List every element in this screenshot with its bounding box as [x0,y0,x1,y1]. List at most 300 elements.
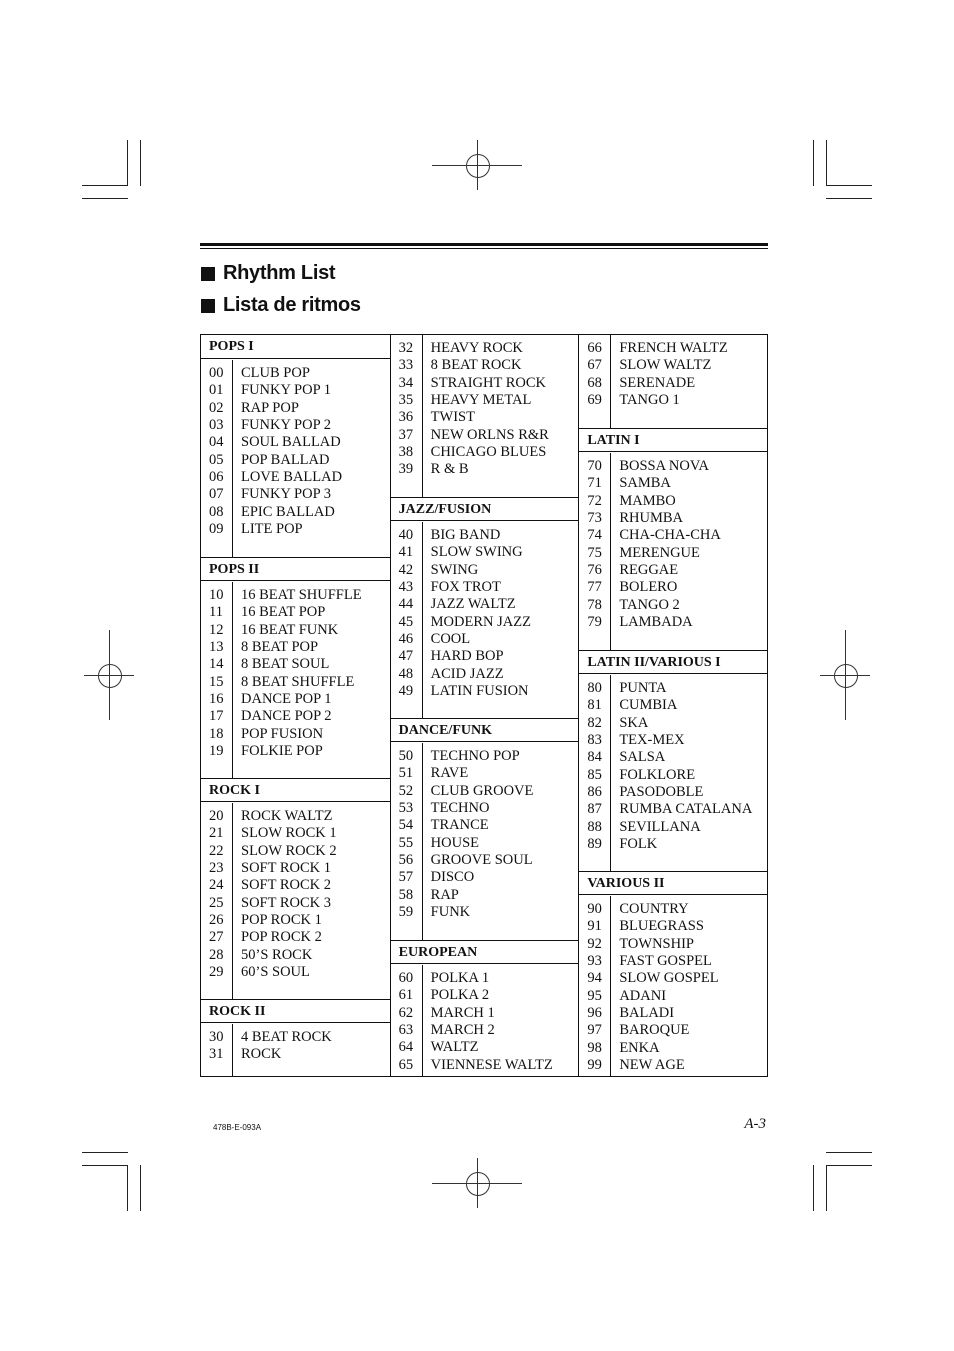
rhythm-name: POLKA 2 [430,987,490,1004]
rhythm-name: MERENGUE [619,544,700,561]
rhythm-number: 81 [587,697,602,714]
rhythm-name: POP ROCK 1 [241,912,322,929]
rhythm-name: ACID JAZZ [430,665,504,682]
list-item [201,521,390,538]
rhythm-name: MODERN JAZZ [430,613,531,630]
list-item [391,375,579,392]
list-item [579,375,767,392]
rhythm-block [579,335,767,428]
rhythm-name: PASODOBLE [619,784,704,801]
rhythm-name: SEVILLANA [619,818,701,835]
rhythm-name: 8 BEAT ROCK [430,357,522,374]
list-item [201,382,390,399]
section-header: EUROPEAN [391,940,579,964]
list-item [579,357,767,374]
section-header: VARIOUS II [579,871,767,895]
heading-es-text: Lista de ritmos [223,294,361,316]
section-header: LATIN II/VARIOUS I [579,650,767,674]
rhythm-name: BALADI [619,1005,675,1022]
rhythm-number: 58 [398,886,414,903]
list-item [391,648,579,665]
rhythm-number: 20 [209,808,224,824]
rhythm-number: 73 [587,510,602,527]
rhythm-number: 15 [209,673,224,690]
rhythm-name: 60’S SOUL [241,964,310,981]
list-item [579,988,767,1005]
rhythm-name: RAP [430,886,459,903]
rhythm-name: FUNK [430,904,471,921]
rhythm-number: 41 [398,544,414,561]
rhythm-name: MARCH 2 [430,1022,495,1039]
rhythm-number: 90 [587,901,602,917]
list-item [391,904,579,921]
rhythm-name: FRENCH WALTZ [619,340,728,356]
list-item [579,918,767,935]
rhythm-number: 39 [398,461,414,478]
rhythm-number: 83 [587,732,602,749]
rhythm-number: 96 [587,1005,602,1022]
rhythm-number: 08 [209,503,224,520]
rhythm-name: FUNKY POP 1 [241,382,331,399]
list-item [391,852,579,869]
rhythm-number: 28 [209,946,224,963]
document-code: 478B-E-093A [213,1123,262,1132]
list-item [579,1040,767,1057]
section-header: POPS II [201,557,390,581]
list-item [579,579,767,596]
section-header: JAZZ/FUSION [391,497,579,521]
list-item [201,1046,390,1063]
rhythm-name: BOSSA NOVA [619,458,709,474]
rhythm-number: 80 [587,680,602,696]
rhythm-name: TANGO 1 [619,392,680,409]
list-item [391,631,579,648]
rhythm-name: JAZZ WALTZ [430,596,516,613]
rhythm-number: 10 [209,587,224,603]
list-item [391,392,579,409]
rhythm-name: 8 BEAT SHUFFLE [241,673,355,690]
rhythm-block [391,965,579,1077]
rhythm-number: 26 [209,912,224,929]
rhythm-block [201,803,390,999]
rhythm-name: LITE POP [241,521,303,538]
rhythm-name: TWIST [430,409,475,426]
rhythm-number: 92 [587,935,602,952]
rhythm-name: TOWNSHIP [619,935,694,952]
rhythm-number: 61 [398,987,414,1004]
rhythm-name: COOL [430,631,471,648]
rhythm-number: 66 [587,340,602,356]
rhythm-name: LOVE BALLAD [241,469,343,486]
rhythm-name: HARD BOP [430,648,504,665]
rhythm-number: 93 [587,953,602,970]
list-item [201,604,390,621]
list-item [201,825,390,842]
rhythm-number: 05 [209,451,224,468]
rhythm-number: 53 [398,800,414,817]
rhythm-name: BOLERO [619,579,678,596]
rhythm-name: LAMBADA [619,614,693,631]
rhythm-name: ADANI [619,987,667,1004]
rhythm-number: 85 [587,766,602,783]
rhythm-block [201,1024,390,1077]
list-item [579,697,767,714]
list-item [391,765,579,782]
rhythm-name: FAST GOSPEL [619,953,712,970]
rhythm-number: 79 [587,614,602,631]
rhythm-number: 82 [587,714,602,731]
list-item [391,683,579,700]
rhythm-name: 16 BEAT POP [241,604,326,621]
list-item [201,843,390,860]
rhythm-number: 40 [398,527,414,543]
list-item [201,400,390,417]
rhythm-number: 03 [209,417,224,434]
rhythm-name: VIENNESE WALTZ [430,1056,553,1073]
rhythm-number: 04 [209,434,224,451]
rhythm-number: 11 [209,604,223,621]
rhythm-number: 22 [209,842,224,859]
section-header: DANCE/FUNK [391,718,579,742]
list-item [201,743,390,760]
rhythm-number: 36 [398,409,414,426]
heading-en-text: Rhythm List [223,262,336,284]
rhythm-number: 86 [587,784,602,801]
list-item [579,614,767,631]
rhythm-number: 63 [398,1022,414,1039]
rhythm-name: TRANCE [430,817,489,834]
list-item [201,964,390,981]
rhythm-number: 87 [587,801,602,818]
rhythm-number: 45 [398,613,414,630]
list-item [579,527,767,544]
list-item [579,953,767,970]
rhythm-number: 72 [587,492,602,509]
list-item [201,469,390,486]
list-item [391,783,579,800]
rhythm-number: 99 [587,1057,602,1074]
rhythm-number: 57 [398,869,414,886]
list-item [579,836,767,853]
rhythm-name: 4 BEAT ROCK [241,1029,332,1045]
rhythm-block [391,743,579,940]
rhythm-number: 51 [398,765,414,782]
rhythm-number: 59 [398,904,414,921]
rhythm-name: SOFT ROCK 3 [241,894,331,911]
rhythm-name: 8 BEAT SOUL [241,656,330,673]
rhythm-number: 97 [587,1022,602,1039]
rhythm-name: MARCH 1 [430,1004,495,1021]
list-item [579,784,767,801]
table-column [578,335,767,1076]
rhythm-number: 76 [587,562,602,579]
rhythm-name: FUNKY POP 2 [241,417,331,434]
rhythm-number: 25 [209,894,224,911]
rhythm-number: 71 [587,475,602,492]
list-item [391,444,579,461]
list-item [201,929,390,946]
rhythm-number: 30 [209,1029,224,1045]
rhythm-name: HOUSE [430,834,479,851]
rhythm-name: SALSA [619,749,666,766]
list-item [201,1029,390,1046]
rhythm-number: 12 [209,621,224,638]
section-header: LATIN I [579,428,767,452]
rhythm-number: 75 [587,544,602,561]
rhythm-number: 64 [398,1039,414,1056]
rhythm-number: 46 [398,631,414,648]
list-item [391,427,579,444]
rhythm-name: SLOW ROCK 1 [241,825,337,842]
section-header: ROCK II [201,999,390,1023]
rhythm-name: ROCK [241,1046,282,1063]
rhythm-number: 56 [398,852,414,869]
list-item [579,715,767,732]
rhythm-number: 65 [398,1056,414,1073]
list-item [391,562,579,579]
rhythm-number: 13 [209,639,224,656]
rhythm-number: 98 [587,1039,602,1056]
rhythm-name: LATIN FUSION [430,683,529,700]
heading-lista-de-ritmos [201,294,361,317]
rhythm-name: FOLKLORE [619,766,696,783]
list-item [579,970,767,987]
rhythm-block [391,335,579,497]
rhythm-name: STRAIGHT ROCK [430,374,546,391]
list-item [391,1039,579,1056]
rhythm-number: 06 [209,469,224,486]
rhythm-number: 23 [209,860,224,877]
rhythm-name: R & B [430,461,469,478]
rhythm-name: SOUL BALLAD [241,434,341,451]
rhythm-number: 37 [398,426,414,443]
list-item [579,545,767,562]
rhythm-name: COUNTRY [619,901,689,917]
rhythm-number: 02 [209,399,224,416]
rhythm-name: ENKA [619,1039,660,1056]
list-item [201,877,390,894]
rhythm-number: 27 [209,929,224,946]
list-item [579,767,767,784]
list-item [391,817,579,834]
list-item [579,680,767,697]
list-item [201,365,390,382]
rhythm-name: 16 BEAT FUNK [241,621,339,638]
rhythm-number: 17 [209,708,224,725]
rhythm-name: SLOW GOSPEL [619,970,719,987]
rhythm-name: MAMBO [619,492,676,509]
rhythm-name: HEAVY ROCK [430,340,523,356]
list-item [201,486,390,503]
rhythm-block [201,360,390,557]
rhythm-name: CLUB GROOVE [430,782,534,799]
list-item [201,895,390,912]
list-item [391,748,579,765]
table-column [201,335,390,1076]
list-item [391,987,579,1004]
list-item [391,1057,579,1074]
rhythm-name: NEW ORLNS R&R [430,426,549,443]
heading-rhythm-list [201,262,335,285]
rhythm-name: NEW AGE [619,1057,685,1074]
rhythm-name: DISCO [430,869,475,886]
rhythm-name: BLUEGRASS [619,918,704,935]
list-item [579,392,767,409]
rhythm-name: FOLK [619,836,658,853]
list-item [201,912,390,929]
rhythm-number: 07 [209,486,224,503]
rhythm-number: 89 [587,836,602,853]
list-item [391,340,579,357]
rhythm-number: 34 [398,374,414,391]
list-item [201,504,390,521]
list-item [579,1022,767,1039]
list-item [391,357,579,374]
list-item [201,639,390,656]
rhythm-name: SLOW WALTZ [619,357,712,374]
list-item [201,691,390,708]
list-item [391,800,579,817]
rhythm-number: 32 [398,340,414,356]
rhythm-number: 33 [398,357,414,374]
list-item [201,434,390,451]
rhythm-block [579,675,767,871]
rhythm-name: POLKA 1 [430,970,490,986]
rhythm-name: TANGO 2 [619,596,680,613]
rhythm-name: FOLKIE POP [241,743,323,760]
rhythm-number: 54 [398,817,414,834]
list-item [201,860,390,877]
rhythm-block [201,582,390,778]
list-item [201,674,390,691]
list-item [391,835,579,852]
rhythm-table [200,334,768,1077]
rhythm-number: 21 [209,825,224,842]
list-item [579,597,767,614]
list-item [201,947,390,964]
list-item [391,666,579,683]
rhythm-number: 74 [587,527,602,544]
rhythm-name: SKA [619,714,649,731]
list-item [391,579,579,596]
rhythm-name: HEAVY METAL [430,392,532,409]
rhythm-name: RAVE [430,765,469,782]
list-item [391,1005,579,1022]
list-item [579,475,767,492]
table-column [390,335,579,1076]
list-item [579,562,767,579]
list-item [579,819,767,836]
rhythm-name: POP BALLAD [241,451,330,468]
rhythm-number: 88 [587,818,602,835]
rhythm-name: EPIC BALLAD [241,503,335,520]
rhythm-number: 62 [398,1004,414,1021]
rhythm-number: 52 [398,782,414,799]
rhythm-name: WALTZ [430,1039,479,1056]
rhythm-number: 00 [209,365,224,381]
list-item [391,596,579,613]
list-item [391,887,579,904]
rhythm-block [579,453,767,650]
rhythm-number: 35 [398,392,414,409]
rhythm-number: 24 [209,877,224,894]
rhythm-number: 95 [587,987,602,1004]
rhythm-number: 09 [209,521,224,538]
rhythm-number: 55 [398,834,414,851]
list-item [579,1057,767,1074]
rhythm-name: RHUMBA [619,510,683,527]
rhythm-number: 49 [398,683,414,700]
list-item [579,510,767,527]
rhythm-name: TECHNO POP [430,748,520,764]
rhythm-name: POP FUSION [241,725,324,742]
list-item [391,1022,579,1039]
list-item [391,409,579,426]
rhythm-name: RAP POP [241,399,299,416]
rhythm-number: 38 [398,444,414,461]
rhythm-name: FOX TROT [430,579,501,596]
rhythm-number: 91 [587,918,602,935]
rhythm-name: 16 BEAT SHUFFLE [241,587,362,603]
rhythm-number: 14 [209,656,224,673]
rhythm-name: SAMBA [619,475,671,492]
list-item [579,493,767,510]
list-item [391,869,579,886]
list-item [579,749,767,766]
page-number: A-3 [744,1116,766,1132]
list-item [201,726,390,743]
rhythm-number: 94 [587,970,602,987]
rhythm-number: 67 [587,357,602,374]
rhythm-number: 50 [398,748,414,764]
rhythm-block [391,522,579,718]
list-item [579,1005,767,1022]
rhythm-name: FUNKY POP 3 [241,486,331,503]
rhythm-name: GROOVE SOUL [430,852,533,869]
rhythm-name: 8 BEAT POP [241,639,319,656]
rhythm-number: 19 [209,743,224,760]
rhythm-name: DANCE POP 2 [241,708,332,725]
rhythm-number: 43 [398,579,414,596]
rhythm-name: DANCE POP 1 [241,691,332,708]
list-item [391,461,579,478]
rhythm-number: 01 [209,382,224,399]
rhythm-name: CHICAGO BLUES [430,444,547,461]
rhythm-name: RUMBA CATALANA [619,801,753,818]
rhythm-name: SOFT ROCK 1 [241,860,331,877]
rhythm-name: SWING [430,561,479,578]
rhythm-number: 70 [587,458,602,474]
rhythm-name: REGGAE [619,562,679,579]
rhythm-number: 77 [587,579,602,596]
rhythm-number: 84 [587,749,602,766]
rhythm-number: 18 [209,725,224,742]
rhythm-name: SOFT ROCK 2 [241,877,331,894]
rhythm-number: 48 [398,665,414,682]
rhythm-name: ROCK WALTZ [241,808,333,824]
rhythm-number: 68 [587,374,602,391]
list-item [579,458,767,475]
list-item [201,708,390,725]
list-item [391,527,579,544]
rhythm-name: TEX-MEX [619,732,685,749]
list-item [579,340,767,357]
list-item [201,808,390,825]
rhythm-name: CHA-CHA-CHA [619,527,721,544]
list-item [201,417,390,434]
list-item [579,936,767,953]
rhythm-name: 50’S ROCK [241,946,313,963]
